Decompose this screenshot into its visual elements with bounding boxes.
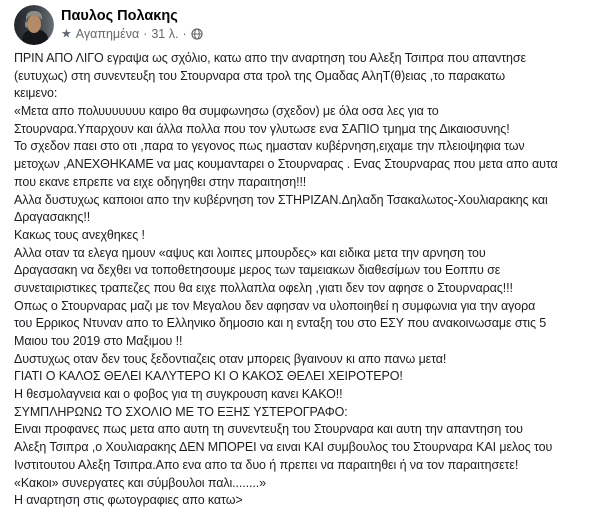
post-text-line: ΓΙΑΤΙ Ο ΚΑΛΟΣ ΘΕΛΕΙ ΚΑΛΥΤΕΡΟ ΚΙ Ο ΚΑΚΟΣ ΘΕΛΕΙ ΧΕΙΡΟΤΕΡΟ!	[14, 369, 403, 384]
globe-icon	[191, 28, 203, 40]
post-text-line: «Μετα απο πολυυυυυυυ καιρο θα συμφωνησω (σχεδον) με όλα οσα λες για το	[14, 104, 439, 119]
post-text-line: μετοχων ,ΑΝΕΧΘΗΚΑΜΕ να μας κουμανταρει ο Στουρναρας . Ενας Στουρναρας που μετα απο αυτα	[14, 157, 558, 172]
timestamp[interactable]: 31 λ.	[151, 27, 179, 41]
post-text-line: που εκανε επρεπε να ειχε οδηγηθει στην παραιτηση!!!	[14, 174, 307, 189]
post-text-line: Μαιου του 2019 στο Μαξιμου !!	[14, 334, 183, 348]
post-text-line: Αλεξη Τσιπρα ,ο Χουλιαρακης ΔΕΝ ΜΠΟΡΕΙ να ειναι ΚΑΙ συμβουλος του Στουρναρα ΚΑΙ μελος του	[14, 440, 553, 455]
post-header	[14, 5, 586, 47]
post-text-line: ΠΡΙΝ ΑΠΟ ΛΙΓΟ εγραψα ως σχόλιο, κατω απο την αναρτηση του Αλεξη Τσιπρα που απαντησε	[14, 51, 526, 65]
post-text-line: Δραγασακης!!	[14, 210, 91, 225]
avatar[interactable]	[14, 5, 54, 45]
header-text	[61, 5, 203, 42]
meta-separator: ·	[143, 27, 148, 41]
meta-separator: ·	[182, 27, 187, 41]
post-text-line: του Ερρικος Ντυναν απο το Ελληνικο δημοσιο και η ενταξη του στο ΕΣΥ που ανακοινωσαμε στις 5	[14, 316, 547, 331]
post-text-line: ΣΥΜΠΛΗΡΩΝΩ ΤΟ ΣΧΟΛΙΟ ΜΕ ΤΟ ΕΞΗΣ ΥΣΤΕΡΟΓΡΑΦΟ:	[14, 404, 348, 419]
post-text-line: Αλλα δυστυχως καποιοι απο την κυβέρνηση τον ΣΤΗΡΙΖΑΝ.Δηλαδη Τσακαλωτος-Χουλιαρακης και	[14, 192, 548, 207]
post-text-line: Το σχεδον παει στο οτι ,παρα το γεγονος πως ημασταν κυβέρνηση,ειχαμε την πλειοψηφια των	[14, 139, 525, 154]
favorites-star-icon: ★	[61, 26, 72, 41]
post-text	[14, 50, 594, 510]
avatar-photo	[14, 5, 54, 45]
post-text-line: Η θεσμολαγνεια και ο φοβος για τη συγκρουση κανει ΚΑΚΟ!!	[14, 387, 343, 402]
post-text-line: «Κακοι» συνεργατες και σύμβουλοι παλι........»	[14, 475, 266, 490]
post-text-line: συνεταιριστικες τραπεζες που θα ειχε πολλαπλα οφελη ,γιατι δεν τον αφησε ο Στουρναρας!!!	[14, 280, 513, 295]
post-text-line: Ειναι προφανες πως μετα απο αυτη τη συνεντευξη του Στουρναρα και αυτη την απαντηση του	[14, 422, 523, 437]
post-meta	[61, 26, 203, 42]
post-text-line: Δυστυχως οταν δεν τους ξεδοντιαζεις οταν μπορεις βγαινουν κι απο πανω μετα!	[14, 351, 447, 366]
post-text-line: Δραγασακη να δεχθει να τοποθετησουμε μερος των ταμειακων διαθεσίμων του Εοππυ σε	[14, 263, 501, 278]
post-text-line: Οπως ο Στουρναρας μαζι με τον Μεγαλου δεν αφησαν να υλοποιηθεί η συμφωνια για την αγορα	[14, 298, 536, 313]
audience-label: Αγαπημένα	[75, 27, 140, 41]
post-text-line: Αλλα οταν τα ελεγα ημουν «αψυς και λοιπες μπουρδες» και ειδικα μετα την αρνηση του	[14, 245, 486, 260]
post-text-line: Στουρναρα.Υπαρχουν και άλλα πολλα που τον γλυτωσε ενα ΣΑΠΙΟ τμημα της Δικαιοσυνης!	[14, 121, 510, 136]
author-name[interactable]: Παυλος Πολακης	[61, 8, 178, 24]
post-text-line: Ινστιτουτου Αλεξη Τσιπρα.Απο ενα απο τα δυο ή πρεπει να παραιτηθει ή να τον παραιτησετε!	[14, 457, 519, 472]
post-text-line: Η αναρτηση στις φωτογραφιες απο κατω>	[14, 493, 243, 508]
post-text-line: κειμενο:	[14, 86, 58, 101]
post-text-line: (ευτυχως) στη συνεντευξη του Στουρναρα στα τρολ της Ομαδας ΑληΤ(θ)ειας ,το παρακατω	[14, 68, 506, 83]
post-text-line: Κακως τους ανεχθηκες !	[14, 227, 145, 242]
